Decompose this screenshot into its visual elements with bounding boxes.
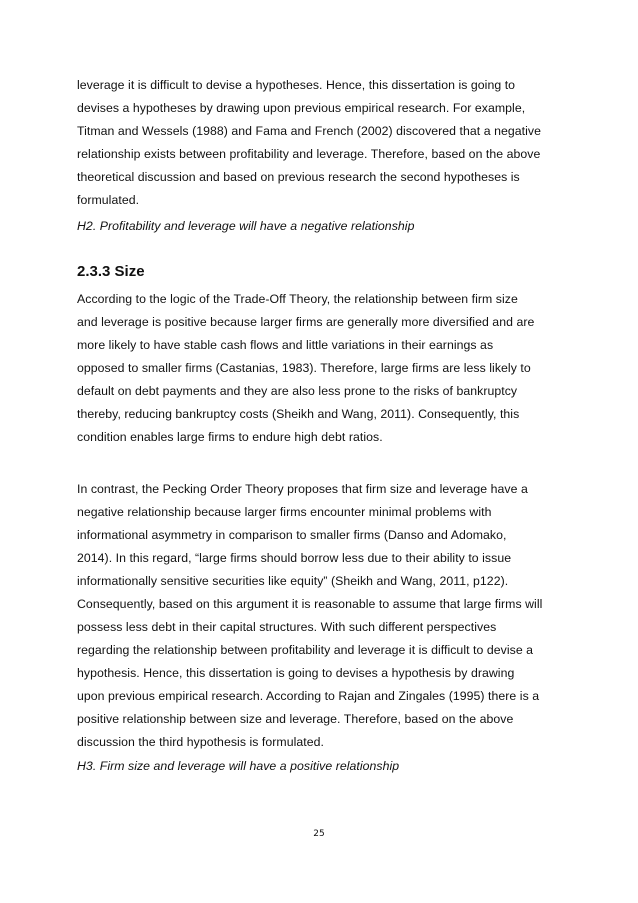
text-line: opposed to smaller firms (Castanias, 1983). Therefore, large firms are less likely to: [77, 361, 531, 375]
hypothesis-2-text: H2. Profitability and leverage will have a negative relationship: [77, 219, 415, 233]
text-line: In contrast, the Pecking Order Theory proposes that firm size and leverage have a: [77, 482, 528, 496]
page-number: 25: [313, 829, 325, 839]
text-line: According to the logic of the Trade-Off Theory, the relationship between firm size: [77, 292, 518, 306]
text-line: informational asymmetry in comparison to smaller firms (Danso and Adomako,: [77, 528, 507, 542]
hypothesis-3-text: H3. Firm size and leverage will have a positive relationship: [77, 759, 400, 773]
text-line: positive relationship between size and leverage. Therefore, based on the above: [77, 712, 514, 726]
text-line: discussion the third hypothesis is formulated.: [77, 735, 324, 749]
text-line: possess less debt in their capital structures. With such different perspectives: [77, 620, 497, 634]
text-line: regarding the relationship between profitability and leverage it is difficult to devise a: [77, 643, 534, 657]
text-line: negative relationship because larger firms encounter minimal problems with: [77, 505, 492, 519]
paragraph-pecking-order-theory: [77, 478, 567, 754]
text-line: and leverage is positive because larger firms are generally more diversified and are: [77, 315, 535, 329]
text-line: devises a hypotheses by drawing upon previous empirical research. For example,: [77, 101, 526, 115]
text-line: upon previous empirical research. According to Rajan and Zingales (1995) there is a: [77, 689, 540, 703]
text-line: theoretical discussion and based on previous research the second hypotheses is: [77, 170, 520, 184]
paragraph-trade-off-theory: [77, 288, 567, 449]
text-line: Consequently, based on this argument it is reasonable to assume that large firms will: [77, 597, 543, 611]
text-line: relationship exists between profitability and leverage. Therefore, based on the above: [77, 147, 541, 161]
text-line: hypothesis. Hence, this dissertation is going to devises a hypothesis by drawing: [77, 666, 515, 680]
text-line: more likely to have stable cash flows and little variations in their earnings as: [77, 338, 494, 352]
text-line: thereby, reducing bankruptcy costs (Sheikh and Wang, 2011). Consequently, this: [77, 407, 520, 421]
section-heading-size: 2.3.3 Size: [77, 263, 145, 280]
text-line: default on debt payments and they are also less prone to the risks of bankruptcy: [77, 384, 518, 398]
text-line: informationally sensitive securities like equity” (Sheikh and Wang, 2011, p122).: [77, 574, 509, 588]
text-line: 2014). In this regard, “large firms should borrow less due to their ability to issue: [77, 551, 512, 565]
text-line: condition enables large firms to endure high debt ratios.: [77, 430, 383, 444]
hypothesis-2: [77, 215, 567, 238]
paragraph-profitability-conclusion: [77, 74, 567, 212]
hypothesis-3: [77, 755, 567, 778]
text-line: Titman and Wessels (1988) and Fama and French (2002) discovered that a negative: [77, 124, 541, 138]
text-line: leverage it is difficult to devise a hypotheses. Hence, this dissertation is going to: [77, 78, 516, 92]
text-line: formulated.: [77, 193, 140, 207]
